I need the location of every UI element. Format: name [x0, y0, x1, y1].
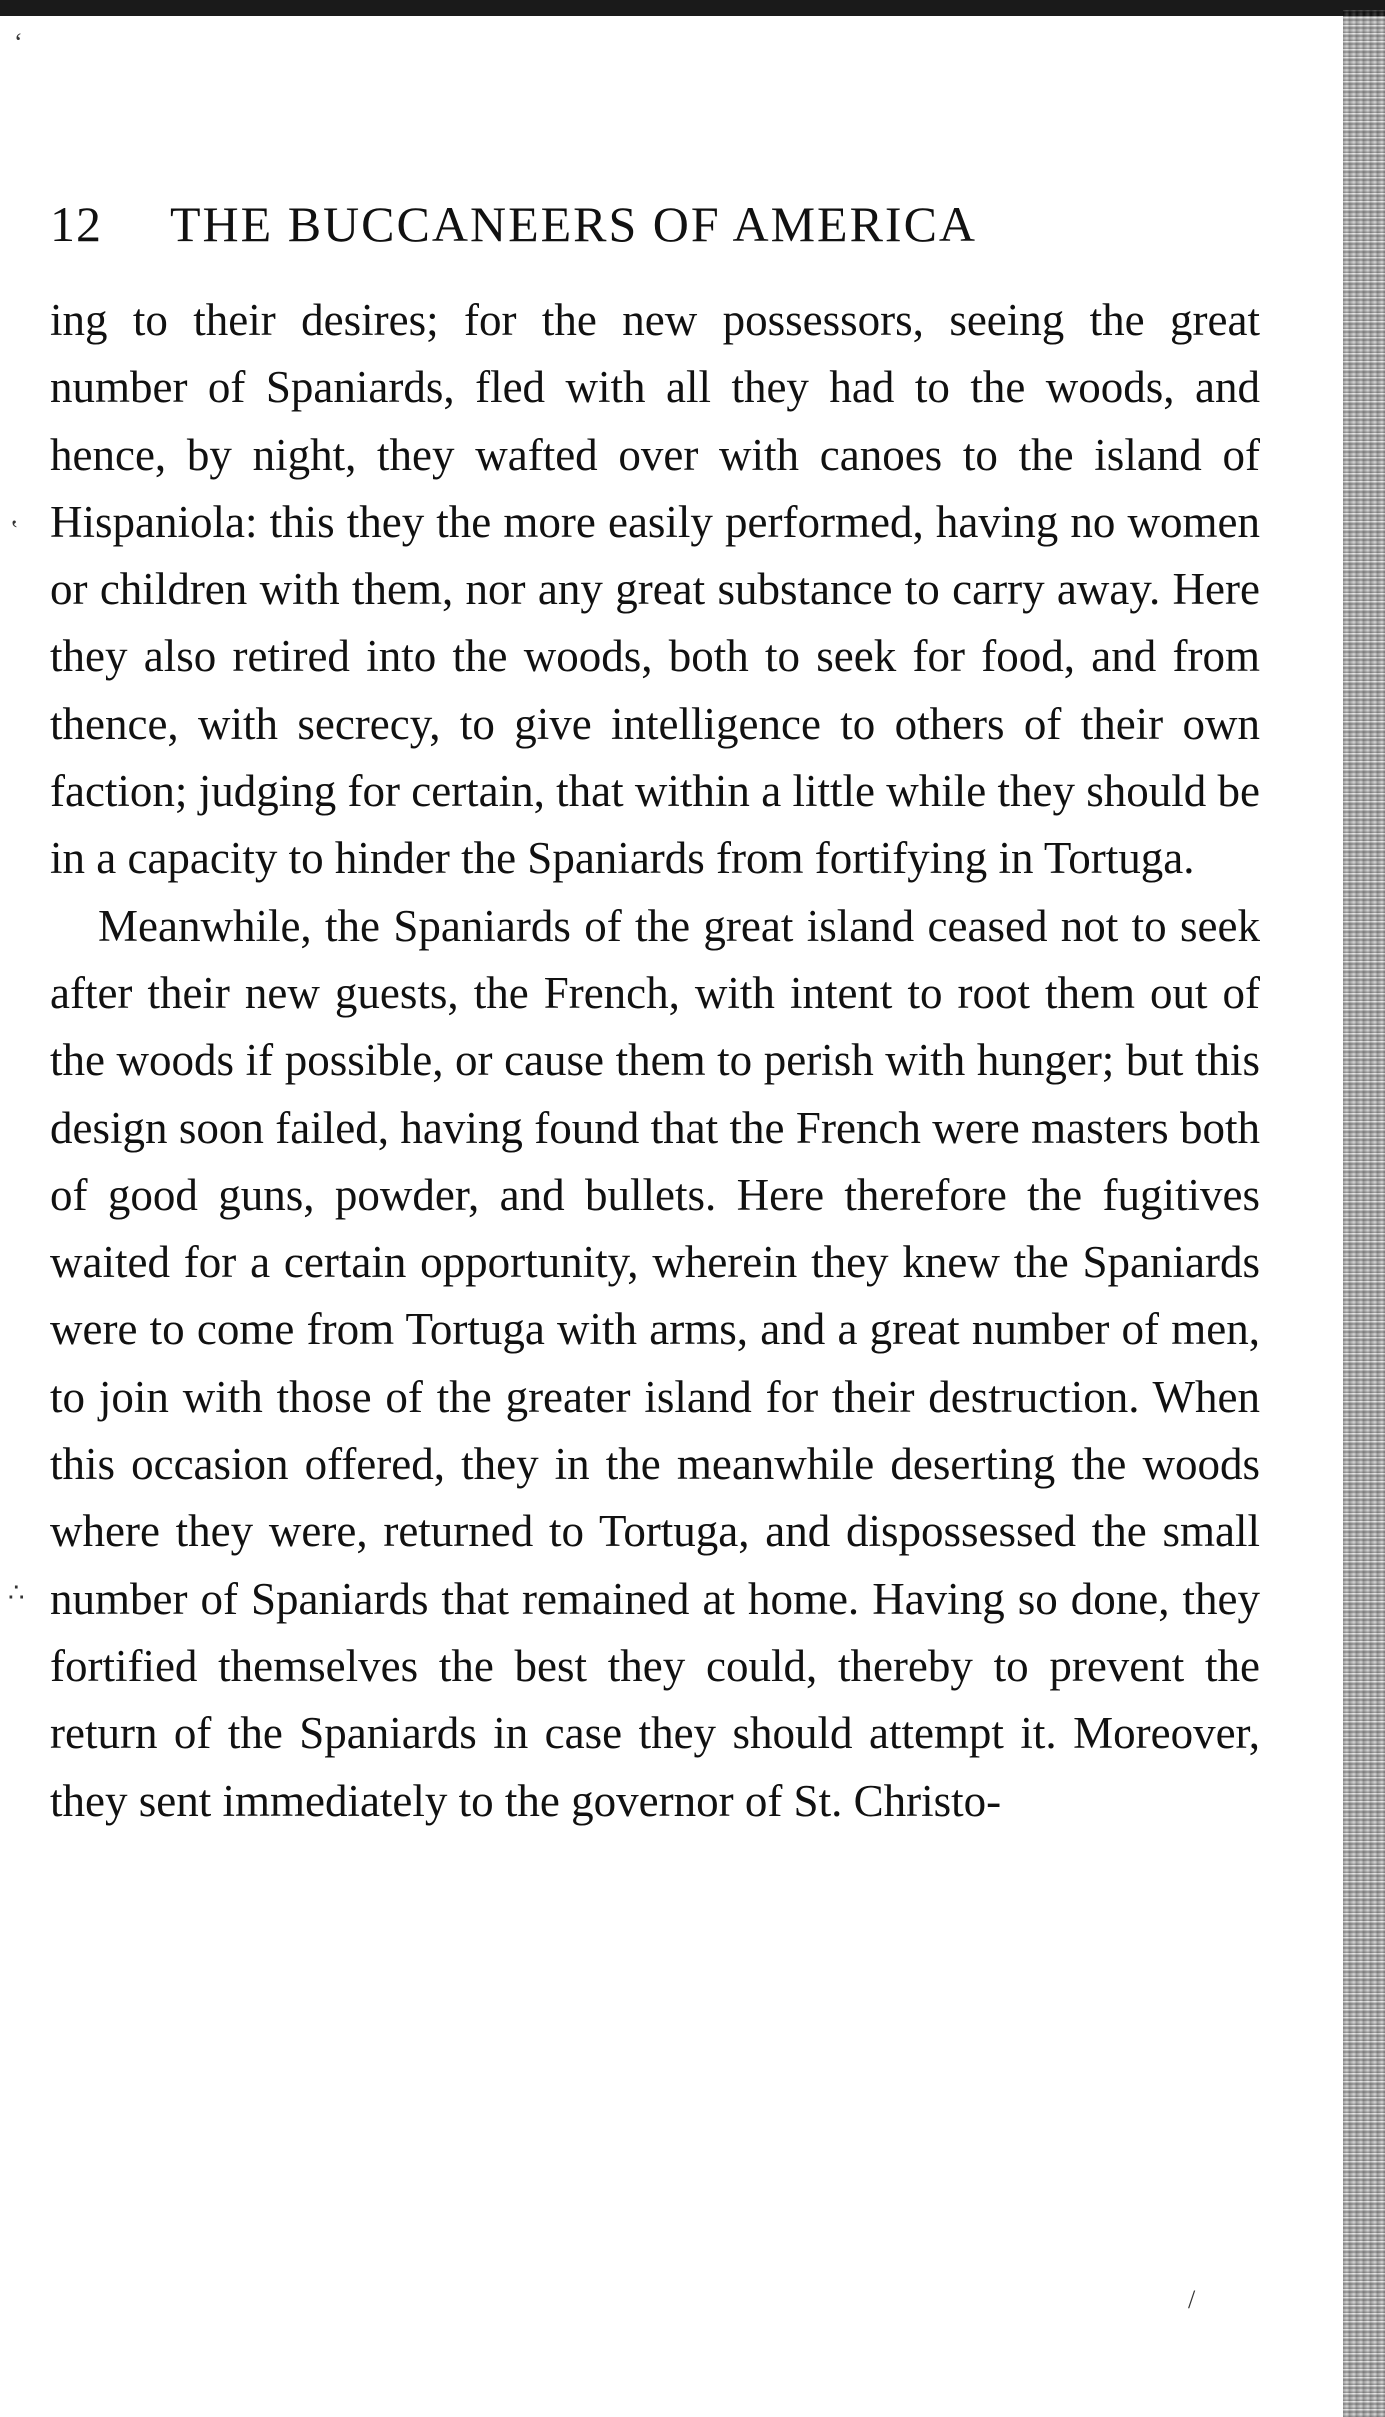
paragraph: Meanwhile, the Spaniards of the great island ceased not to seek after their new guests, the French, with intent to root them out of the woods if possible, or cause them to perish with hunger; but this design soon failed, having found that the French were masters both of good guns, powder, and bullets. Here therefore the fugitives waited for a certain opportunity, wherein they knew the Spaniards were to come from Tortuga with arms, and a great number of men, to join with those of the greater island for their destruction. When this occasion offered, they in the meanwhile deserting the woods where they were, returned to Tortuga, and dispossessed the small number of Spaniards that remained at home. Having so done, they fortified themselves the best they could, thereby to prevent the return of the Spaniards in case they should attempt it. Moreover, they sent immediately to the governor of St. Christo- — [50, 900, 1260, 1826]
page-top-edge — [0, 0, 1385, 16]
page-right-edge — [1343, 10, 1385, 2417]
page-number: 12 — [50, 196, 102, 252]
margin-speck: ‘ — [14, 28, 23, 57]
margin-speck: / — [1188, 2285, 1196, 2314]
running-title: THE BUCCANEERS OF AMERICA — [170, 196, 978, 252]
running-head — [50, 195, 1260, 275]
margin-speck: ‛ — [10, 515, 19, 544]
book-page — [50, 195, 1260, 1835]
margin-speck: ∴ — [8, 1578, 25, 1607]
body-text — [50, 287, 1260, 1835]
paragraph: ing to their desires; for the new possessors, seeing the great number of Spaniards, fled with all they had to the woods, and hence, by night, they wafted over with canoes to the island of Hispaniola: this they the more easily performed, having no women or children with them, nor any great substance to carry away. Here they also retired into the woods, both to seek for food, and from thence, with secrecy, to give intelligence to others of their own faction; judging for certain, that within a little while they should be in a capacity to hinder the Spaniards from fortifying in Tortuga. — [50, 295, 1260, 884]
